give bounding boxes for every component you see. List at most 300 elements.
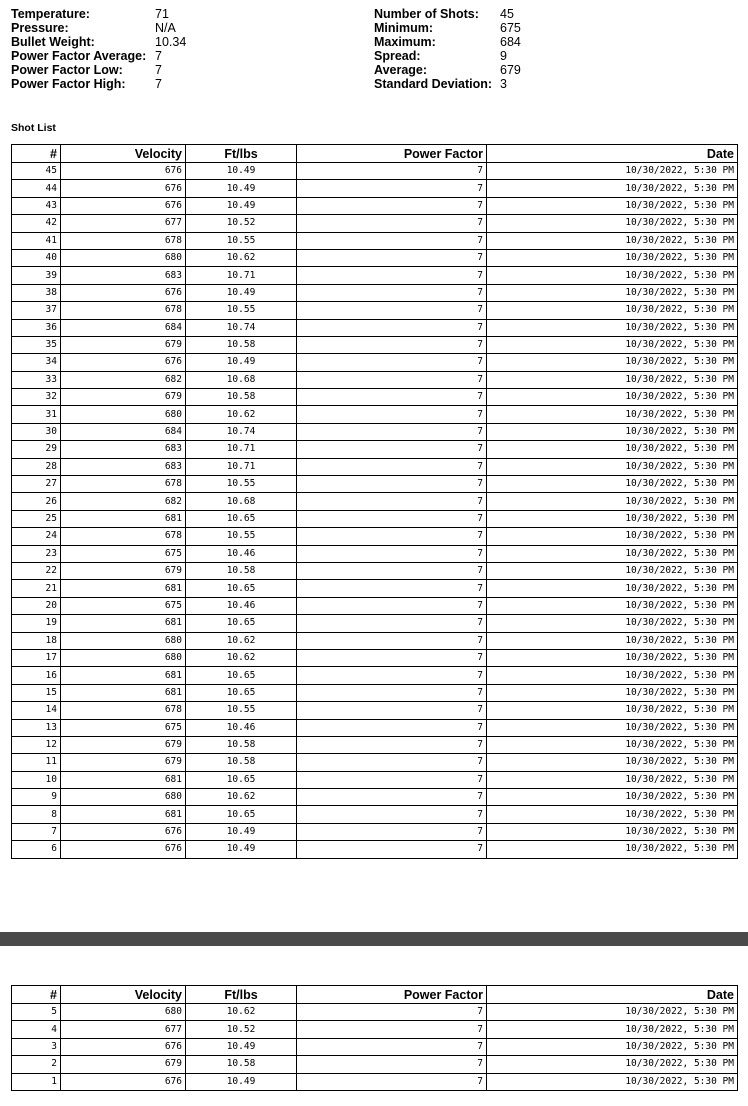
table-row bbox=[12, 823, 738, 840]
summary-right-value: 684 bbox=[500, 35, 521, 49]
cell-shot-number: 24 bbox=[12, 528, 61, 545]
cell-velocity: 679 bbox=[61, 754, 186, 771]
shot-table bbox=[11, 144, 738, 859]
cell-power-factor: 7 bbox=[297, 1021, 487, 1038]
cell-shot-number: 26 bbox=[12, 493, 61, 510]
cell-shot-number: 30 bbox=[12, 423, 61, 440]
cell-velocity: 676 bbox=[61, 284, 186, 301]
shot-table-continued bbox=[11, 985, 738, 1091]
cell-power-factor: 7 bbox=[297, 545, 487, 562]
col-header-ftlbs: Ft/lbs bbox=[186, 986, 297, 1004]
table-row bbox=[12, 371, 738, 388]
summary-right-value: 675 bbox=[500, 21, 521, 35]
cell-shot-number: 45 bbox=[12, 163, 61, 180]
cell-power-factor: 7 bbox=[297, 371, 487, 388]
cell-velocity: 676 bbox=[61, 354, 186, 371]
cell-power-factor: 7 bbox=[297, 197, 487, 214]
cell-ftlbs: 10.55 bbox=[186, 528, 297, 545]
cell-power-factor: 7 bbox=[297, 493, 487, 510]
cell-date: 10/30/2022, 5:30 PM bbox=[487, 702, 738, 719]
cell-power-factor: 7 bbox=[297, 528, 487, 545]
cell-date: 10/30/2022, 5:30 PM bbox=[487, 354, 738, 371]
table-row bbox=[12, 545, 738, 562]
cell-velocity: 681 bbox=[61, 667, 186, 684]
cell-velocity: 681 bbox=[61, 806, 186, 823]
cell-ftlbs: 10.62 bbox=[186, 632, 297, 649]
cell-ftlbs: 10.62 bbox=[186, 249, 297, 266]
cell-shot-number: 38 bbox=[12, 284, 61, 301]
cell-shot-number: 39 bbox=[12, 267, 61, 284]
cell-power-factor: 7 bbox=[297, 754, 487, 771]
cell-power-factor: 7 bbox=[297, 163, 487, 180]
cell-velocity: 676 bbox=[61, 163, 186, 180]
table-row bbox=[12, 423, 738, 440]
cell-shot-number: 10 bbox=[12, 771, 61, 788]
cell-date: 10/30/2022, 5:30 PM bbox=[487, 528, 738, 545]
cell-shot-number: 4 bbox=[12, 1021, 61, 1038]
summary-left-row bbox=[11, 7, 169, 21]
cell-velocity: 678 bbox=[61, 302, 186, 319]
cell-date: 10/30/2022, 5:30 PM bbox=[487, 754, 738, 771]
cell-date: 10/30/2022, 5:30 PM bbox=[487, 1004, 738, 1021]
cell-power-factor: 7 bbox=[297, 684, 487, 701]
table-row bbox=[12, 771, 738, 788]
cell-ftlbs: 10.58 bbox=[186, 562, 297, 579]
table-row bbox=[12, 562, 738, 579]
col-header-date: Date bbox=[487, 145, 738, 163]
col-header-power-factor: Power Factor bbox=[297, 986, 487, 1004]
cell-velocity: 682 bbox=[61, 371, 186, 388]
summary-right-label: Number of Shots: bbox=[374, 7, 479, 21]
cell-power-factor: 7 bbox=[297, 302, 487, 319]
cell-ftlbs: 10.49 bbox=[186, 354, 297, 371]
table-row bbox=[12, 267, 738, 284]
table-row bbox=[12, 389, 738, 406]
cell-shot-number: 19 bbox=[12, 615, 61, 632]
table-row bbox=[12, 284, 738, 301]
cell-velocity: 676 bbox=[61, 841, 186, 858]
cell-date: 10/30/2022, 5:30 PM bbox=[487, 371, 738, 388]
cell-velocity: 683 bbox=[61, 441, 186, 458]
cell-velocity: 678 bbox=[61, 476, 186, 493]
cell-date: 10/30/2022, 5:30 PM bbox=[487, 615, 738, 632]
cell-shot-number: 28 bbox=[12, 458, 61, 475]
summary-right-label: Minimum: bbox=[374, 21, 434, 35]
cell-ftlbs: 10.71 bbox=[186, 458, 297, 475]
cell-shot-number: 37 bbox=[12, 302, 61, 319]
cell-velocity: 679 bbox=[61, 389, 186, 406]
cell-date: 10/30/2022, 5:30 PM bbox=[487, 789, 738, 806]
summary-right-row bbox=[374, 49, 507, 63]
cell-power-factor: 7 bbox=[297, 823, 487, 840]
cell-date: 10/30/2022, 5:30 PM bbox=[487, 215, 738, 232]
cell-power-factor: 7 bbox=[297, 180, 487, 197]
table-row bbox=[12, 597, 738, 614]
cell-shot-number: 34 bbox=[12, 354, 61, 371]
table-row bbox=[12, 580, 738, 597]
table-row bbox=[12, 197, 738, 214]
cell-date: 10/30/2022, 5:30 PM bbox=[487, 441, 738, 458]
table-row bbox=[12, 1021, 738, 1038]
cell-date: 10/30/2022, 5:30 PM bbox=[487, 597, 738, 614]
cell-power-factor: 7 bbox=[297, 615, 487, 632]
cell-velocity: 676 bbox=[61, 197, 186, 214]
table-row bbox=[12, 476, 738, 493]
cell-shot-number: 23 bbox=[12, 545, 61, 562]
cell-date: 10/30/2022, 5:30 PM bbox=[487, 493, 738, 510]
cell-ftlbs: 10.46 bbox=[186, 597, 297, 614]
cell-shot-number: 20 bbox=[12, 597, 61, 614]
cell-velocity: 681 bbox=[61, 510, 186, 527]
cell-ftlbs: 10.49 bbox=[186, 823, 297, 840]
table-row bbox=[12, 615, 738, 632]
cell-ftlbs: 10.55 bbox=[186, 302, 297, 319]
cell-date: 10/30/2022, 5:30 PM bbox=[487, 667, 738, 684]
cell-power-factor: 7 bbox=[297, 476, 487, 493]
cell-date: 10/30/2022, 5:30 PM bbox=[487, 163, 738, 180]
table-row bbox=[12, 736, 738, 753]
cell-ftlbs: 10.52 bbox=[186, 1021, 297, 1038]
table-row bbox=[12, 441, 738, 458]
cell-power-factor: 7 bbox=[297, 458, 487, 475]
cell-date: 10/30/2022, 5:30 PM bbox=[487, 632, 738, 649]
summary-left-value: N/A bbox=[155, 21, 176, 35]
summary-right-value: 3 bbox=[500, 77, 507, 91]
cell-ftlbs: 10.62 bbox=[186, 789, 297, 806]
cell-power-factor: 7 bbox=[297, 1038, 487, 1055]
cell-power-factor: 7 bbox=[297, 649, 487, 666]
cell-velocity: 679 bbox=[61, 1056, 186, 1073]
cell-power-factor: 7 bbox=[297, 789, 487, 806]
cell-ftlbs: 10.65 bbox=[186, 667, 297, 684]
cell-shot-number: 3 bbox=[12, 1038, 61, 1055]
summary-left-label: Bullet Weight: bbox=[11, 35, 95, 49]
cell-velocity: 680 bbox=[61, 406, 186, 423]
cell-date: 10/30/2022, 5:30 PM bbox=[487, 510, 738, 527]
table-row bbox=[12, 319, 738, 336]
cell-velocity: 680 bbox=[61, 1004, 186, 1021]
cell-velocity: 682 bbox=[61, 493, 186, 510]
col-header-num: # bbox=[12, 986, 61, 1004]
cell-power-factor: 7 bbox=[297, 1073, 487, 1090]
cell-shot-number: 1 bbox=[12, 1073, 61, 1090]
cell-power-factor: 7 bbox=[297, 336, 487, 353]
cell-shot-number: 29 bbox=[12, 441, 61, 458]
cell-shot-number: 14 bbox=[12, 702, 61, 719]
cell-ftlbs: 10.58 bbox=[186, 336, 297, 353]
cell-date: 10/30/2022, 5:30 PM bbox=[487, 302, 738, 319]
table-row bbox=[12, 702, 738, 719]
cell-ftlbs: 10.65 bbox=[186, 771, 297, 788]
cell-ftlbs: 10.49 bbox=[186, 841, 297, 858]
cell-power-factor: 7 bbox=[297, 771, 487, 788]
cell-date: 10/30/2022, 5:30 PM bbox=[487, 649, 738, 666]
cell-ftlbs: 10.74 bbox=[186, 319, 297, 336]
cell-ftlbs: 10.62 bbox=[186, 406, 297, 423]
col-header-power-factor: Power Factor bbox=[297, 145, 487, 163]
cell-velocity: 679 bbox=[61, 736, 186, 753]
summary-right-label: Maximum: bbox=[374, 35, 436, 49]
cell-date: 10/30/2022, 5:30 PM bbox=[487, 232, 738, 249]
cell-velocity: 677 bbox=[61, 215, 186, 232]
cell-velocity: 681 bbox=[61, 771, 186, 788]
table-row bbox=[12, 528, 738, 545]
cell-ftlbs: 10.71 bbox=[186, 267, 297, 284]
col-header-num: # bbox=[12, 145, 61, 163]
cell-date: 10/30/2022, 5:30 PM bbox=[487, 823, 738, 840]
cell-power-factor: 7 bbox=[297, 632, 487, 649]
cell-date: 10/30/2022, 5:30 PM bbox=[487, 841, 738, 858]
cell-velocity: 676 bbox=[61, 823, 186, 840]
cell-velocity: 676 bbox=[61, 1038, 186, 1055]
cell-date: 10/30/2022, 5:30 PM bbox=[487, 1021, 738, 1038]
cell-shot-number: 15 bbox=[12, 684, 61, 701]
cell-ftlbs: 10.65 bbox=[186, 615, 297, 632]
table-row bbox=[12, 1056, 738, 1073]
summary-left bbox=[11, 7, 187, 91]
summary-left-label: Power Factor Average: bbox=[11, 49, 147, 63]
cell-shot-number: 6 bbox=[12, 841, 61, 858]
cell-ftlbs: 10.55 bbox=[186, 476, 297, 493]
summary-left-row bbox=[11, 35, 187, 49]
cell-power-factor: 7 bbox=[297, 510, 487, 527]
summary-left-label: Pressure: bbox=[11, 21, 69, 35]
cell-power-factor: 7 bbox=[297, 736, 487, 753]
cell-ftlbs: 10.49 bbox=[186, 1038, 297, 1055]
summary-left-label: Power Factor Low: bbox=[11, 63, 123, 77]
summary-right-label: Standard Deviation: bbox=[374, 77, 493, 91]
summary-left-value: 71 bbox=[155, 7, 169, 21]
summary-right-row bbox=[374, 21, 521, 35]
cell-shot-number: 31 bbox=[12, 406, 61, 423]
col-header-velocity: Velocity bbox=[61, 986, 186, 1004]
cell-power-factor: 7 bbox=[297, 1056, 487, 1073]
cell-shot-number: 2 bbox=[12, 1056, 61, 1073]
cell-power-factor: 7 bbox=[297, 423, 487, 440]
table-row bbox=[12, 632, 738, 649]
cell-ftlbs: 10.49 bbox=[186, 163, 297, 180]
cell-ftlbs: 10.58 bbox=[186, 389, 297, 406]
cell-velocity: 677 bbox=[61, 1021, 186, 1038]
cell-power-factor: 7 bbox=[297, 389, 487, 406]
cell-shot-number: 41 bbox=[12, 232, 61, 249]
cell-shot-number: 43 bbox=[12, 197, 61, 214]
cell-shot-number: 32 bbox=[12, 389, 61, 406]
cell-velocity: 680 bbox=[61, 789, 186, 806]
table-row bbox=[12, 249, 738, 266]
table-row bbox=[12, 806, 738, 823]
cell-ftlbs: 10.49 bbox=[186, 197, 297, 214]
cell-shot-number: 13 bbox=[12, 719, 61, 736]
col-header-velocity: Velocity bbox=[61, 145, 186, 163]
cell-power-factor: 7 bbox=[297, 702, 487, 719]
cell-shot-number: 42 bbox=[12, 215, 61, 232]
cell-date: 10/30/2022, 5:30 PM bbox=[487, 684, 738, 701]
summary-right-row bbox=[374, 7, 514, 21]
summary-left-row bbox=[11, 21, 176, 35]
summary-right-row bbox=[374, 77, 507, 91]
cell-power-factor: 7 bbox=[297, 441, 487, 458]
table-row bbox=[12, 1004, 738, 1021]
shot-list-title: Shot List bbox=[11, 122, 56, 134]
cell-shot-number: 22 bbox=[12, 562, 61, 579]
cell-date: 10/30/2022, 5:30 PM bbox=[487, 389, 738, 406]
table-row bbox=[12, 1038, 738, 1055]
cell-date: 10/30/2022, 5:30 PM bbox=[487, 267, 738, 284]
summary-right-row bbox=[374, 35, 521, 49]
cell-date: 10/30/2022, 5:30 PM bbox=[487, 545, 738, 562]
table-row bbox=[12, 649, 738, 666]
summary-right bbox=[374, 7, 521, 91]
cell-power-factor: 7 bbox=[297, 319, 487, 336]
summary-right-value: 679 bbox=[500, 63, 521, 77]
table-row bbox=[12, 719, 738, 736]
cell-velocity: 681 bbox=[61, 615, 186, 632]
cell-date: 10/30/2022, 5:30 PM bbox=[487, 1056, 738, 1073]
cell-velocity: 675 bbox=[61, 545, 186, 562]
summary-left-row bbox=[11, 49, 162, 63]
cell-date: 10/30/2022, 5:30 PM bbox=[487, 319, 738, 336]
summary-left-value: 7 bbox=[155, 77, 162, 91]
summary-right-label: Spread: bbox=[374, 49, 421, 63]
cell-ftlbs: 10.55 bbox=[186, 702, 297, 719]
table-header-row bbox=[12, 145, 738, 163]
summary-left-row bbox=[11, 77, 162, 91]
cell-shot-number: 5 bbox=[12, 1004, 61, 1021]
cell-velocity: 676 bbox=[61, 180, 186, 197]
col-header-date: Date bbox=[487, 986, 738, 1004]
cell-power-factor: 7 bbox=[297, 406, 487, 423]
cell-ftlbs: 10.71 bbox=[186, 441, 297, 458]
cell-power-factor: 7 bbox=[297, 667, 487, 684]
table-row bbox=[12, 215, 738, 232]
cell-shot-number: 7 bbox=[12, 823, 61, 840]
cell-date: 10/30/2022, 5:30 PM bbox=[487, 180, 738, 197]
table-row bbox=[12, 841, 738, 858]
cell-date: 10/30/2022, 5:30 PM bbox=[487, 476, 738, 493]
cell-ftlbs: 10.62 bbox=[186, 649, 297, 666]
cell-power-factor: 7 bbox=[297, 841, 487, 858]
table-row bbox=[12, 336, 738, 353]
summary-right-value: 45 bbox=[500, 7, 514, 21]
cell-date: 10/30/2022, 5:30 PM bbox=[487, 580, 738, 597]
cell-shot-number: 11 bbox=[12, 754, 61, 771]
table-row bbox=[12, 354, 738, 371]
table-header-row bbox=[12, 986, 738, 1004]
cell-velocity: 678 bbox=[61, 702, 186, 719]
table-row bbox=[12, 180, 738, 197]
cell-ftlbs: 10.49 bbox=[186, 180, 297, 197]
summary-left-value: 7 bbox=[155, 49, 162, 63]
cell-ftlbs: 10.68 bbox=[186, 371, 297, 388]
cell-shot-number: 21 bbox=[12, 580, 61, 597]
cell-date: 10/30/2022, 5:30 PM bbox=[487, 197, 738, 214]
summary-left-value: 10.34 bbox=[155, 35, 187, 49]
cell-ftlbs: 10.62 bbox=[186, 1004, 297, 1021]
cell-date: 10/30/2022, 5:30 PM bbox=[487, 562, 738, 579]
cell-ftlbs: 10.74 bbox=[186, 423, 297, 440]
cell-power-factor: 7 bbox=[297, 267, 487, 284]
cell-ftlbs: 10.58 bbox=[186, 754, 297, 771]
table-row bbox=[12, 302, 738, 319]
cell-power-factor: 7 bbox=[297, 597, 487, 614]
cell-date: 10/30/2022, 5:30 PM bbox=[487, 736, 738, 753]
cell-shot-number: 9 bbox=[12, 789, 61, 806]
cell-ftlbs: 10.49 bbox=[186, 1073, 297, 1090]
table-row bbox=[12, 232, 738, 249]
cell-shot-number: 25 bbox=[12, 510, 61, 527]
cell-velocity: 678 bbox=[61, 528, 186, 545]
cell-velocity: 684 bbox=[61, 423, 186, 440]
summary-left-value: 7 bbox=[155, 63, 162, 77]
cell-date: 10/30/2022, 5:30 PM bbox=[487, 423, 738, 440]
cell-date: 10/30/2022, 5:30 PM bbox=[487, 458, 738, 475]
summary-right-row bbox=[374, 63, 521, 77]
cell-shot-number: 44 bbox=[12, 180, 61, 197]
cell-shot-number: 8 bbox=[12, 806, 61, 823]
cell-date: 10/30/2022, 5:30 PM bbox=[487, 1038, 738, 1055]
cell-velocity: 681 bbox=[61, 580, 186, 597]
table-row bbox=[12, 1073, 738, 1090]
cell-ftlbs: 10.46 bbox=[186, 545, 297, 562]
cell-shot-number: 40 bbox=[12, 249, 61, 266]
cell-shot-number: 36 bbox=[12, 319, 61, 336]
summary-left-label: Temperature: bbox=[11, 7, 90, 21]
table-row bbox=[12, 493, 738, 510]
cell-ftlbs: 10.55 bbox=[186, 232, 297, 249]
cell-date: 10/30/2022, 5:30 PM bbox=[487, 806, 738, 823]
cell-velocity: 675 bbox=[61, 719, 186, 736]
cell-ftlbs: 10.58 bbox=[186, 736, 297, 753]
cell-shot-number: 16 bbox=[12, 667, 61, 684]
cell-velocity: 680 bbox=[61, 649, 186, 666]
cell-velocity: 683 bbox=[61, 267, 186, 284]
cell-date: 10/30/2022, 5:30 PM bbox=[487, 249, 738, 266]
cell-ftlbs: 10.65 bbox=[186, 510, 297, 527]
cell-date: 10/30/2022, 5:30 PM bbox=[487, 1073, 738, 1090]
cell-power-factor: 7 bbox=[297, 1004, 487, 1021]
cell-velocity: 679 bbox=[61, 562, 186, 579]
cell-power-factor: 7 bbox=[297, 806, 487, 823]
cell-date: 10/30/2022, 5:30 PM bbox=[487, 406, 738, 423]
table-row bbox=[12, 510, 738, 527]
cell-shot-number: 17 bbox=[12, 649, 61, 666]
cell-ftlbs: 10.65 bbox=[186, 684, 297, 701]
cell-power-factor: 7 bbox=[297, 284, 487, 301]
cell-power-factor: 7 bbox=[297, 232, 487, 249]
cell-date: 10/30/2022, 5:30 PM bbox=[487, 719, 738, 736]
cell-ftlbs: 10.52 bbox=[186, 215, 297, 232]
cell-velocity: 675 bbox=[61, 597, 186, 614]
table-row bbox=[12, 684, 738, 701]
table-row bbox=[12, 406, 738, 423]
cell-power-factor: 7 bbox=[297, 562, 487, 579]
cell-velocity: 680 bbox=[61, 249, 186, 266]
cell-shot-number: 35 bbox=[12, 336, 61, 353]
table-row bbox=[12, 789, 738, 806]
cell-ftlbs: 10.49 bbox=[186, 284, 297, 301]
summary-right-value: 9 bbox=[500, 49, 507, 63]
cell-ftlbs: 10.46 bbox=[186, 719, 297, 736]
cell-velocity: 684 bbox=[61, 319, 186, 336]
cell-power-factor: 7 bbox=[297, 580, 487, 597]
cell-date: 10/30/2022, 5:30 PM bbox=[487, 771, 738, 788]
cell-ftlbs: 10.58 bbox=[186, 1056, 297, 1073]
summary-left-label: Power Factor High: bbox=[11, 77, 126, 91]
cell-power-factor: 7 bbox=[297, 719, 487, 736]
cell-ftlbs: 10.68 bbox=[186, 493, 297, 510]
cell-ftlbs: 10.65 bbox=[186, 580, 297, 597]
